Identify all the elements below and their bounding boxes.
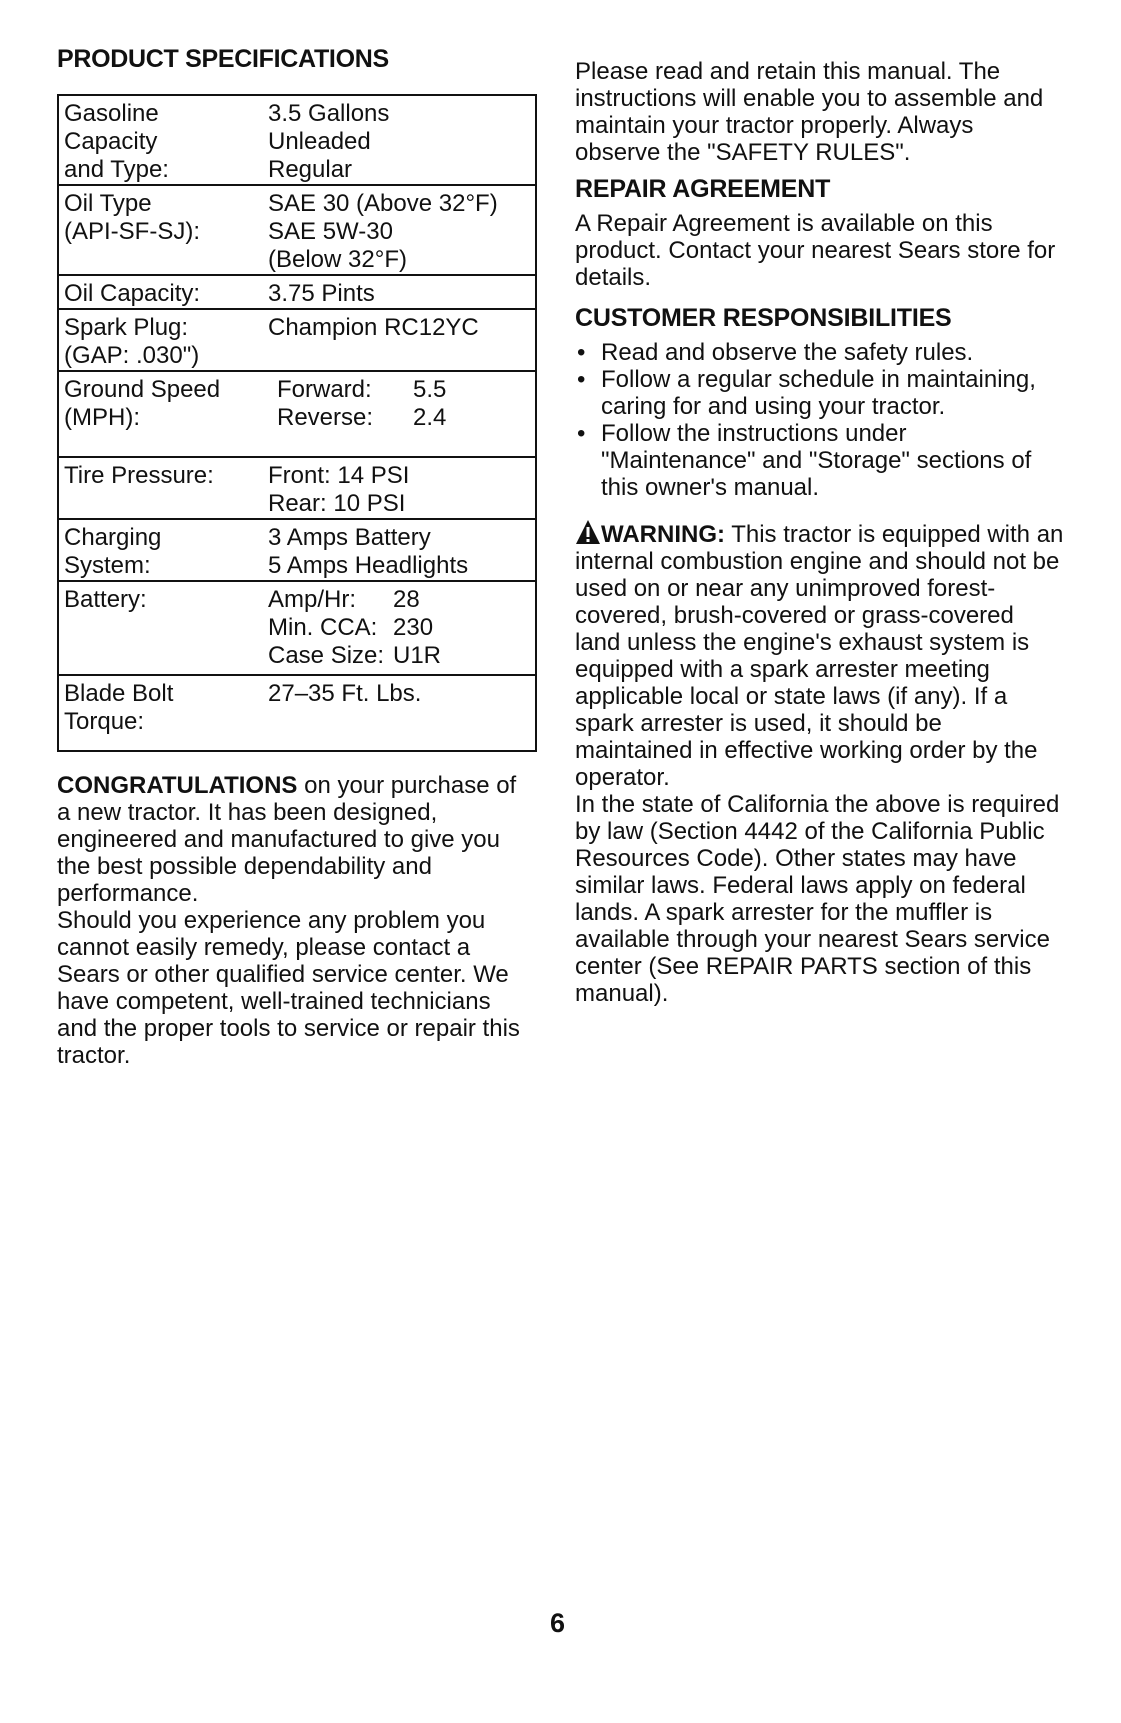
- spec-label-line: Ground Speed: [64, 376, 221, 403]
- spec-label-line: Torque:: [64, 708, 145, 735]
- warning-paragraph: [575, 519, 1065, 791]
- intro-paragraph: Please read and retain this manual. The instructions will enable you to assemble and maintain your tractor properly. Always observe the "SAFETY RULES".: [575, 58, 1044, 166]
- spec-pair-key: Case Size:: [268, 642, 385, 669]
- congratulations-text: on your purchase of a new tractor. It has been designed, engineered and manufactured to give you the best possible dependability and performance.: [57, 772, 517, 907]
- california-paragraph: In the state of California the above is required by law (Section 4442 of the California Public Resources Code). Other states may have similar laws. Federal laws apply on federal lands. A spark arrester for the muffler is available through your nearest Sears service center (See REPAIR PARTS section of this manual).: [575, 791, 1060, 1007]
- table-row: [58, 457, 536, 519]
- spec-pair-key: Forward:: [277, 376, 372, 403]
- spec-label-line: Capacity: [64, 128, 158, 155]
- warning-label: WARNING:: [601, 521, 725, 548]
- specifications-table: [57, 94, 537, 752]
- spec-label-line: Battery:: [64, 586, 147, 613]
- spec-value: [263, 371, 536, 457]
- spec-pair-value: 28: [393, 586, 420, 613]
- repair-agreement-text: A Repair Agreement is available on this product. Contact your nearest Sears store for details.: [575, 210, 1056, 291]
- spec-value-pair: [268, 642, 531, 670]
- spec-value-line: 27–35 Ft. Lbs.: [268, 680, 422, 707]
- table-row: [58, 581, 536, 675]
- spec-value-line: Rear: 10 PSI: [268, 490, 406, 517]
- spec-label-line: Charging: [64, 524, 162, 551]
- spec-label: [58, 675, 263, 751]
- spec-label: [58, 581, 263, 675]
- spec-value-line: (Below 32°F): [268, 246, 407, 273]
- spec-label-line: Spark Plug:: [64, 314, 189, 341]
- spec-value: [263, 309, 536, 371]
- spec-value: [263, 95, 536, 185]
- spec-value: [263, 519, 536, 581]
- table-row: [58, 309, 536, 371]
- spec-label: [58, 275, 263, 309]
- spec-label: [58, 371, 263, 457]
- spec-value-pair: [277, 404, 531, 432]
- spec-value-pair: [268, 614, 531, 642]
- congratulations-lead: CONGRATULATIONS: [57, 772, 298, 799]
- spec-pair-value: 2.4: [413, 404, 447, 431]
- spec-value-line: Regular: [268, 156, 353, 183]
- table-row: [58, 95, 536, 185]
- spec-label-line: and Type:: [64, 156, 169, 183]
- spec-value: [263, 675, 536, 751]
- responsibilities-list: [575, 339, 1065, 501]
- spec-value-line: 3.5 Gallons: [268, 100, 390, 127]
- page-number: 6: [550, 1608, 566, 1638]
- right-column: [575, 58, 1065, 1007]
- spec-label-line: Oil Type: [64, 190, 152, 217]
- spec-label: [58, 519, 263, 581]
- spec-value: [263, 275, 536, 309]
- spec-label-line: (GAP: .030"): [64, 342, 200, 369]
- spec-label: [58, 185, 263, 275]
- spec-label: [58, 95, 263, 185]
- left-column: [57, 44, 535, 1069]
- spec-label-line: System:: [64, 552, 151, 579]
- spec-pair-key: Reverse:: [277, 404, 374, 431]
- customer-responsibilities-heading: CUSTOMER RESPONSIBILITIES: [575, 304, 952, 332]
- spec-value: [263, 185, 536, 275]
- spec-pair-key: Amp/Hr:: [268, 586, 357, 613]
- spec-label-line: Gasoline: [64, 100, 159, 127]
- spec-pair-key: Min. CCA:: [268, 614, 378, 641]
- spec-value-line: Unleaded: [268, 128, 371, 155]
- congratulations-paragraph: [57, 772, 535, 907]
- spec-value-line: 3.75 Pints: [268, 280, 375, 307]
- spec-pair-value: 230: [393, 614, 434, 641]
- spec-value-line: 3 Amps Battery: [268, 524, 431, 551]
- list-item: • Read and observe the safety rules.: [575, 339, 1065, 366]
- spec-value-pair: [277, 376, 531, 404]
- spec-value-line: SAE 5W-30: [268, 218, 393, 245]
- spec-label-line: Oil Capacity:: [64, 280, 201, 307]
- spec-label-line: Tire Pressure:: [64, 462, 214, 489]
- spec-label: [58, 457, 263, 519]
- repair-agreement-heading: REPAIR AGREEMENT: [575, 175, 831, 203]
- table-row: [58, 371, 536, 457]
- table-row: [58, 185, 536, 275]
- list-item: • Follow a regular schedule in maintaining, caring for and using your tractor.: [575, 366, 1065, 420]
- spec-pair-value: U1R: [393, 642, 442, 669]
- spec-value: [263, 581, 536, 675]
- warning-text: This tractor is equipped with an internal combustion engine and should not be used on or near any unimproved forest-covered, brush-covered or grass-covered land unless the engine's exhaust system is equipped with a spark arrester meeting applicable local or state laws (if any). If a spark arrester is used, it should be maintained in effective working order by the operator.: [575, 521, 1064, 791]
- warning-triangle-icon: [575, 519, 601, 545]
- table-row: [58, 275, 536, 309]
- spec-pair-value: 5.5: [413, 376, 447, 403]
- spec-label: [58, 309, 263, 371]
- spec-value-line: Champion RC12YC: [268, 314, 479, 341]
- spec-value-pair: [268, 586, 531, 614]
- table-row: [58, 675, 536, 751]
- spec-label-line: Blade Bolt: [64, 680, 174, 707]
- specifications-title: PRODUCT SPECIFICATIONS: [57, 45, 389, 73]
- spec-label-line: (API-SF-SJ):: [64, 218, 200, 245]
- list-item: • Follow the instructions under "Maintenance" and "Storage" sections of this owner's manual.: [575, 420, 1065, 501]
- table-row: [58, 519, 536, 581]
- spec-value-line: SAE 30 (Above 32°F): [268, 190, 498, 217]
- service-paragraph: Should you experience any problem you cannot easily remedy, please contact a Sears or other qualified service center. We have competent, well-trained technicians and the proper tools to service or repair this tractor.: [57, 907, 520, 1069]
- spec-value: [263, 457, 536, 519]
- spec-label-line: (MPH):: [64, 404, 140, 431]
- spec-value-line: Front: 14 PSI: [268, 462, 410, 489]
- spec-value-line: 5 Amps Headlights: [268, 552, 469, 579]
